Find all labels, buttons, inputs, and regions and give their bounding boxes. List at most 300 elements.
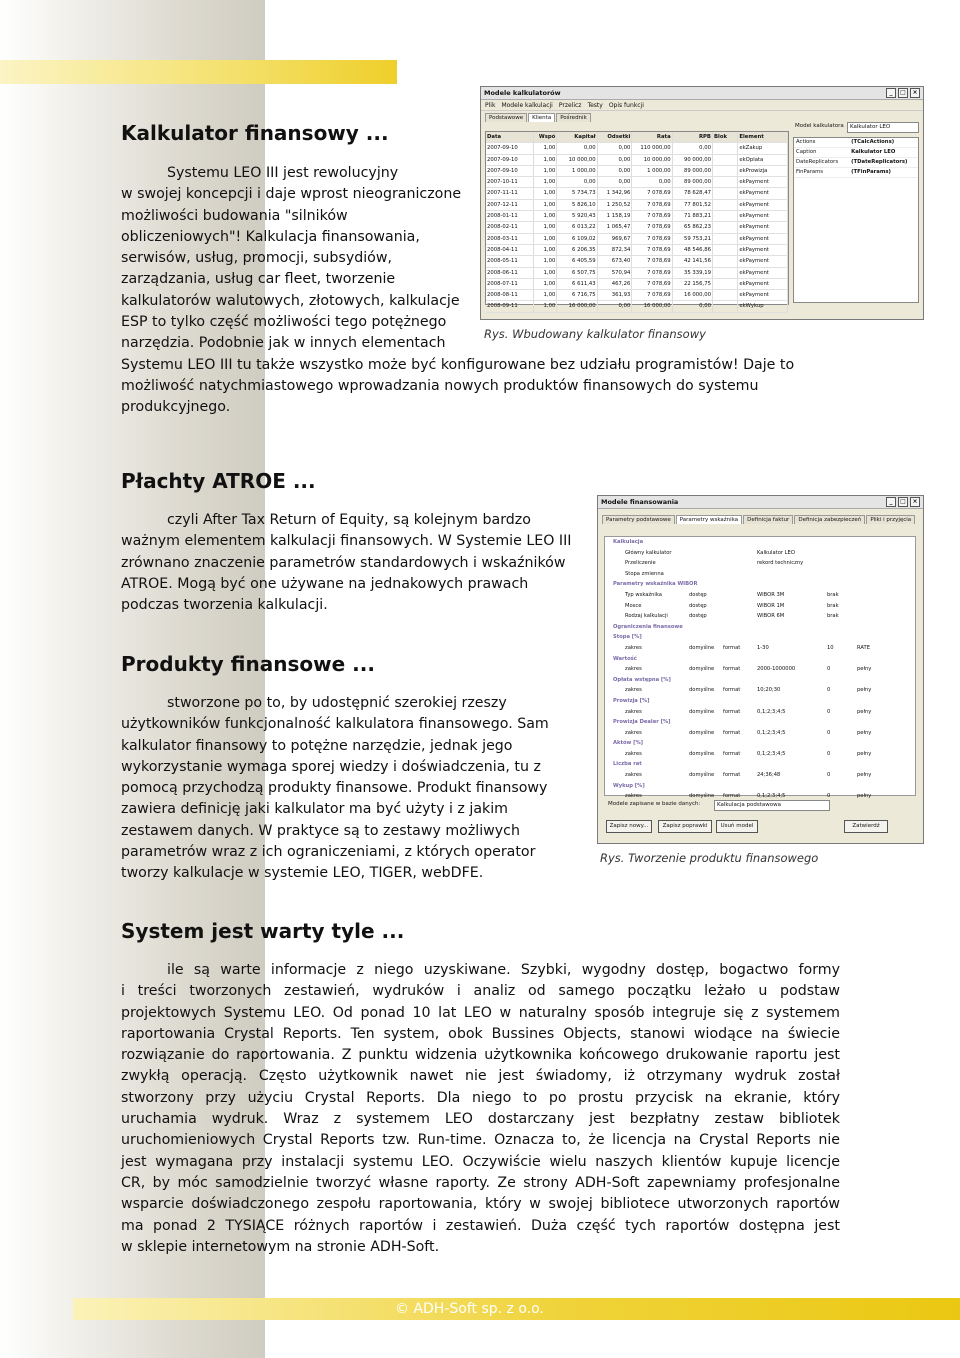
close-icon: × (910, 497, 920, 507)
tree-cell: brak (827, 613, 839, 620)
text-line: zwykłą operacją. Często użytkownik nawet nie jest świadomy, iż otrzymany wydruk został (121, 1068, 840, 1085)
grid-cell: 7 078,69 (632, 290, 672, 300)
tree-row (605, 643, 915, 654)
grid-cell: 1 158,19 (598, 211, 633, 221)
prop-cell: FinParams (796, 169, 824, 175)
grid-cell (713, 143, 738, 153)
grid-cell (713, 290, 738, 300)
prop-row (794, 168, 918, 178)
grid-cell: 6 716,75 (557, 290, 597, 300)
grid-cell: 2008-07-11 (486, 279, 534, 289)
tree-row (605, 770, 915, 781)
grid-cell: 1,00 (534, 268, 558, 278)
tree-cell: zakres (625, 644, 642, 651)
grid-row (486, 290, 788, 301)
paragraph-atroe (121, 510, 571, 616)
tree-row (605, 558, 915, 569)
model-select: Kalkulacja podstawowa (714, 800, 830, 811)
grid-cell: 2008-03-11 (486, 234, 534, 244)
grid-cell: 1 000,00 (557, 166, 597, 176)
footer-copyright: © ADH-Soft sp. z o.o. (395, 1301, 544, 1317)
tree-cell: 0,1;2;3;4;5 (757, 708, 786, 715)
tree-section (605, 654, 915, 665)
product-tree (604, 536, 916, 800)
text-line: ATROE. Mogą być one używane na jednakowych prawach (121, 575, 529, 592)
tree-cell: domyślne (689, 687, 715, 694)
tree-row (605, 548, 915, 559)
grid-cell (713, 177, 738, 187)
close-icon: × (910, 88, 920, 98)
grid-row (486, 211, 788, 222)
grid-cell: 7 078,69 (632, 200, 672, 210)
grid-cell: 2007-10-11 (486, 177, 534, 187)
grid-cell (713, 256, 738, 266)
text-line: czyli After Tax Return of Equity, są kolejnym bardzo (167, 512, 531, 528)
tab: Pliki i przyjęcia (866, 515, 915, 524)
tree-cell: format (723, 772, 741, 779)
text-line: tworzy kalkulacje w systemie LEO, TIGER, webDFE. (121, 865, 484, 882)
tree-cell: Wartość (613, 655, 637, 662)
tree-cell: 0 (827, 729, 831, 736)
grid-cell: 10 000,00 (632, 155, 672, 165)
grid-cell: 1,00 (534, 245, 558, 255)
grid-cell: 1,00 (534, 290, 558, 300)
tree-cell: pełny (857, 708, 872, 715)
tree-cell: 0,1;2;3;4;5 (757, 729, 786, 736)
prop-row (794, 158, 918, 168)
maximize-icon: □ (898, 497, 908, 507)
window-tabs (598, 509, 923, 524)
caption-calculator: Rys. Wbudowany kalkulator finansowy (484, 327, 706, 341)
tree-cell: zakres (625, 729, 642, 736)
grid-cell: 2008-05-11 (486, 256, 534, 266)
text-line: stworzone po to, by udostępnić szerokiej rzeszy (167, 695, 507, 711)
tree-section (605, 781, 915, 792)
tree-cell: Typ wskaźnika (625, 591, 662, 598)
tree-cell: 0 (827, 666, 831, 673)
text-line: możliwość natychmiastowego wprowadzania nowych produktów finansowych do systemu (121, 377, 759, 394)
tree-cell: Stopa [%] (613, 634, 642, 641)
tree-cell: 10 (827, 644, 834, 651)
tree-cell: 10;20;30 (757, 687, 781, 694)
tree-row (605, 590, 915, 601)
tree-cell: WIBOR 6M (757, 613, 785, 620)
grid-cell: 0,00 (632, 177, 672, 187)
tree-section (605, 675, 915, 686)
tree-cell: dostęp (689, 613, 707, 620)
grid-cell: 1,00 (534, 155, 558, 165)
payment-grid (485, 131, 789, 310)
tab: Klienta (528, 113, 555, 122)
calculator-screenshot (480, 86, 924, 320)
tree-cell: format (723, 793, 741, 800)
prop-cell: DateReplicators (796, 159, 839, 165)
text-line: zestawem danych. W praktyce są to zestawy możliwych (121, 822, 520, 839)
text-line: stworzony przy użyciu Crystal Reports. Dla niego to po prostu przycisk na ekranie, który (121, 1089, 840, 1106)
tree-section (605, 696, 915, 707)
tree-cell: zakres (625, 750, 642, 757)
grid-cell: 7 078,69 (632, 268, 672, 278)
grid-header-row (486, 132, 788, 143)
grid-cell: 2008-09-11 (486, 301, 534, 311)
grid-cell: ekPayment (738, 200, 788, 210)
tree-section (605, 579, 915, 590)
grid-cell: 2008-06-11 (486, 268, 534, 278)
grid-cell: ekProwizja (738, 166, 788, 176)
tree-cell: zakres (625, 793, 642, 800)
tree-cell: rekord techniczny (757, 560, 804, 567)
tree-cell: pełny (857, 729, 872, 736)
tree-cell: domyślne (689, 793, 715, 800)
maximize-icon: □ (898, 88, 908, 98)
grid-cell: 89 000,00 (673, 177, 713, 187)
text-line: ważnym elementem kalkulacji finansowych. W Systemie LEO III (121, 533, 572, 550)
tree-cell: 0,1;2;3;4;5 (757, 750, 786, 757)
caption-product: Rys. Tworzenie produktu finansowego (600, 851, 819, 865)
top-accent-bar (0, 60, 397, 84)
tree-cell: Ograniczenia finansowe (613, 623, 683, 630)
grid-cell: 0,00 (673, 301, 713, 311)
grid-cell: 65 862,23 (673, 222, 713, 232)
grid-cell (713, 268, 738, 278)
tree-cell: zakres (625, 708, 642, 715)
tree-section (605, 632, 915, 643)
minimize-icon: _ (886, 88, 896, 98)
tab: Podstawowe (485, 113, 527, 122)
grid-row (486, 177, 788, 188)
grid-row (486, 166, 788, 177)
tree-cell: pełny (857, 666, 872, 673)
tree-cell: format (723, 708, 741, 715)
tree-cell (689, 548, 723, 559)
tree-section (605, 738, 915, 749)
tree-cell: zakres (625, 687, 642, 694)
grid-cell: 16 000,00 (673, 290, 713, 300)
grid-cell: Rata (632, 132, 672, 142)
product-screenshot (597, 495, 924, 844)
tree-cell: dostęp (689, 602, 707, 609)
grid-cell: ekWykup (738, 301, 788, 311)
tree-cell: pełny (857, 772, 872, 779)
text-line: ESP to tylko część możliwości tego potężnego (121, 314, 447, 331)
grid-cell: 1,00 (534, 301, 558, 311)
tree-cell (827, 548, 857, 559)
tree-cell: 0 (827, 750, 831, 757)
tree-cell (757, 569, 827, 580)
text-line: kalkulatorów walutowych, złotowych, kalkulacje (121, 292, 460, 309)
tree-cell: format (723, 687, 741, 694)
window-titlebar (481, 87, 923, 100)
tree-cell: 2000-1000000 (757, 666, 796, 673)
menu-item: Opis funkcji (608, 101, 644, 109)
prop-row (794, 148, 918, 158)
tree-cell (723, 601, 757, 612)
tree-cell: Wykup [%] (613, 782, 645, 789)
paragraph-system (121, 960, 840, 1258)
tree-cell (723, 590, 757, 601)
grid-cell: 969,67 (598, 234, 633, 244)
grid-cell: 0,00 (598, 166, 633, 176)
grid-cell: 16 000,00 (557, 301, 597, 311)
props-select: Kalkulator LEO (847, 122, 919, 133)
grid-cell: 6 109,02 (557, 234, 597, 244)
grid-cell: 2008-04-11 (486, 245, 534, 255)
tree-cell (689, 558, 723, 569)
tree-cell: Liczba rat (613, 761, 642, 768)
grid-cell: ekPayment (738, 256, 788, 266)
text-line: uruchamia wydruk. Wraz z systemem LEO dostarczany jest bezpłatny zestaw bibliotek (121, 1111, 840, 1128)
tree-section (605, 717, 915, 728)
prop-cell: Kalkulator LEO (851, 149, 896, 155)
tree-cell (827, 558, 857, 569)
grid-cell: 2007-12-11 (486, 200, 534, 210)
grid-cell: 2008-01-11 (486, 211, 534, 221)
grid-cell: 1 250,52 (598, 200, 633, 210)
text-line: w swojej koncepcji i daje wprost nieograniczone (121, 186, 462, 203)
grid-cell: 2007-09-10 (486, 155, 534, 165)
grid-cell (713, 155, 738, 165)
grid-cell: 1,00 (534, 177, 558, 187)
text-line: serwisów, usług, promocji, subsydiów, (121, 250, 392, 267)
grid-cell: 6 405,59 (557, 256, 597, 266)
tree-cell: WIBOR 3M (757, 591, 785, 598)
delete-model-button: Usuń model (716, 820, 758, 833)
grid-cell: ekPayment (738, 188, 788, 198)
tree-section (605, 537, 915, 548)
save-new-button: Zapisz nowy... (606, 820, 652, 833)
menu-item: Plik (485, 101, 496, 109)
tree-cell: Przeliczenie (625, 560, 656, 567)
grid-row (486, 245, 788, 256)
grid-row (486, 234, 788, 245)
grid-cell: 16 000,00 (632, 301, 672, 311)
grid-cell: 7 078,69 (632, 279, 672, 289)
tree-cell: Rodzaj kalkulacji (625, 613, 668, 620)
grid-row (486, 188, 788, 199)
grid-cell: 1 000,00 (632, 166, 672, 176)
tree-cell: 0,1;2;3;4;5 (757, 793, 786, 800)
tree-cell: pełny (857, 793, 872, 800)
confirm-button: Zatwierdź (844, 820, 888, 833)
grid-cell: ekPayment (738, 279, 788, 289)
text-line: rozwiązanie do raportowania. Z punktu widzenia użytkownika końcowego drukowanie raportu jest (121, 1047, 840, 1064)
tree-cell: 0 (827, 708, 831, 715)
window-titlebar (598, 496, 923, 509)
grid-cell: Kapitał (557, 132, 597, 142)
window-tabs (481, 111, 923, 122)
tree-cell (723, 548, 757, 559)
grid-cell: 78 628,47 (673, 188, 713, 198)
grid-cell: ekPayment (738, 234, 788, 244)
tree-row (605, 611, 915, 622)
grid-cell: ekPayment (738, 290, 788, 300)
tree-cell: format (723, 750, 741, 757)
grid-cell: 872,34 (598, 245, 633, 255)
text-line: projektowych Systemu LEO. Od ponad 10 lat LEO w naturalny sposób integruje się z systemem (121, 1004, 840, 1021)
grid-cell: 5 734,73 (557, 188, 597, 198)
grid-cell: 2007-11-11 (486, 188, 534, 198)
text-line: CR, by móc samodzielnie tworzyć własne raporty. Ze strony ADH-Soft zapewniamy profesjonalne (121, 1174, 840, 1191)
window-title: Modele finansowania (601, 498, 679, 506)
grid-cell: 0,00 (557, 177, 597, 187)
grid-cell (713, 245, 738, 255)
tab: Pośrednik (556, 113, 591, 122)
grid-cell: 2007-09-10 (486, 143, 534, 153)
minimize-icon: _ (886, 497, 896, 507)
tree-cell: domyślne (689, 729, 715, 736)
tree-cell: RATE (857, 644, 870, 651)
text-line: raportowania Crystal Reports. Ten system, obok Bussines Objects, stanowi wiodące na świecie (121, 1025, 840, 1042)
grid-cell: 77 801,52 (673, 200, 713, 210)
grid-cell: 110 000,00 (632, 143, 672, 153)
text-line: produkcyjnego. (121, 399, 231, 416)
window-menubar (481, 100, 923, 111)
text-line: wykorzystanie wymaga sporej wiedzy i doświadczenia, tu z (121, 758, 541, 775)
prop-cell: (TFinParams) (851, 169, 891, 175)
grid-cell: 42 141,56 (673, 256, 713, 266)
grid-cell: 1 065,47 (598, 222, 633, 232)
text-line: obliczeniowych"! Kalkulacja finansowania, (121, 228, 420, 245)
text-line: zarządzania, usług car fleet, tworzenie (121, 271, 396, 288)
tree-cell: pełny (857, 687, 872, 694)
tree-cell: 0 (827, 687, 831, 694)
tree-cell: 0 (827, 793, 831, 800)
grid-cell: 1,00 (534, 166, 558, 176)
grid-cell: 2008-08-11 (486, 290, 534, 300)
prop-row (794, 138, 918, 148)
grid-row (486, 256, 788, 267)
grid-cell: ekOplata (738, 155, 788, 165)
grid-cell: 1,00 (534, 200, 558, 210)
text-line: ile są warte informacje z niego uzyskiwane. Szybki, wygodny dostęp, bogactwo formy (167, 962, 840, 978)
grid-cell (713, 234, 738, 244)
grid-cell: 22 156,75 (673, 279, 713, 289)
grid-cell: 1,00 (534, 143, 558, 153)
grid-cell: Element (738, 132, 788, 142)
grid-cell: 5 826,10 (557, 200, 597, 210)
text-line: Systemu LEO III tu także wszystko może być konfigurowane bez udziału programistów! Daje to (121, 356, 795, 373)
prop-cell: (TCalcActions) (851, 139, 895, 145)
grid-cell: 6 013,22 (557, 222, 597, 232)
tree-cell: Mosce (625, 602, 642, 609)
grid-cell (713, 211, 738, 221)
tree-cell: format (723, 644, 741, 651)
grid-cell: 6 611,43 (557, 279, 597, 289)
grid-cell: Wspó (534, 132, 558, 142)
heading-atroe: Płachty ATROE ... (121, 469, 316, 493)
grid-cell: 1,00 (534, 222, 558, 232)
tree-row (605, 601, 915, 612)
prop-cell: Actions (796, 139, 816, 145)
grid-row (486, 222, 788, 233)
paragraph-produkty (121, 693, 549, 885)
text-line: w sklepie internetowym na stronie ADH-Soft. (121, 1238, 440, 1255)
props-panel (793, 137, 919, 303)
text-line: narzędzia. Podobnie jak w innych elementach (121, 335, 446, 352)
tab: Parametry wskaźnika (676, 515, 742, 524)
text-line: użytkowników funkcjonalność kalkulatora finansowego. Sam (121, 716, 549, 733)
grid-cell: 467,26 (598, 279, 633, 289)
tree-cell: zakres (625, 772, 642, 779)
grid-row (486, 279, 788, 290)
tree-section (605, 759, 915, 770)
tree-cell: domyślne (689, 772, 715, 779)
menu-item: Modele kalkulacji (501, 101, 553, 109)
text-line: wsparcie doświadczonego zespołu raportowania, który w swojej bibliotece utworzonych raportów (121, 1196, 840, 1213)
tree-cell: 1-30 (757, 644, 769, 651)
grid-row (486, 301, 788, 312)
menu-item: Przelicz (558, 101, 582, 109)
grid-cell: 89 000,00 (673, 166, 713, 176)
tree-cell: domyślne (689, 666, 715, 673)
grid-cell: 1,00 (534, 279, 558, 289)
grid-cell: 7 078,69 (632, 222, 672, 232)
tree-cell: Prowizja [%] (613, 697, 650, 704)
grid-cell: 673,40 (598, 256, 633, 266)
grid-cell: 7 078,69 (632, 245, 672, 255)
grid-cell: 0,00 (673, 143, 713, 153)
text-line: możliwości budowania "silników (121, 207, 348, 224)
save-changes-button: Zapisz poprawki (658, 820, 712, 833)
tree-row (605, 707, 915, 718)
grid-cell: 71 883,21 (673, 211, 713, 221)
tree-cell: Opłata wstępna [%] (613, 676, 671, 683)
text-line: uruchomieniowych Crystal Reports tzw. Run-time. Oznacza to, że licencja na Crystal Reports nie (121, 1132, 840, 1149)
text-line: i treści tworzonych zestawień, wydruków i analiz od samego początku leżało u podstaw (121, 983, 840, 1000)
grid-cell: 0,00 (598, 143, 633, 153)
prop-cell: Caption (796, 149, 817, 155)
heading-kalkulator: Kalkulator finansowy ... (121, 121, 389, 145)
tree-row (605, 569, 915, 580)
tree-cell: Kalkulacja (613, 539, 644, 545)
tree-cell: dostęp (689, 591, 707, 598)
tree-cell (723, 558, 757, 569)
tree-cell (827, 569, 857, 580)
grid-cell: 7 078,69 (632, 256, 672, 266)
tab: Definicja zabezpieczeń (794, 515, 865, 524)
tree-cell: 0 (827, 772, 831, 779)
tree-cell: domyślne (689, 750, 715, 757)
tree-cell: Prowizja Dealer [%] (613, 719, 671, 726)
window-title: Modele kalkulatorów (484, 89, 561, 97)
grid-cell: Odsetki (598, 132, 633, 142)
grid-cell (713, 166, 738, 176)
tree-row (605, 749, 915, 760)
grid-cell: 59 753,21 (673, 234, 713, 244)
text-line: parametrów wraz z ich ograniczeniami, z których operator (121, 844, 536, 861)
grid-row (486, 200, 788, 211)
text-line: kalkulator finansowy to potężne narzędzie, jednak jego (121, 737, 513, 754)
heading-system: System jest warty tyle ... (121, 919, 405, 943)
text-line: ma ponad 2 TYSIĄCE różnych raportów i zestawień. Duża część tych raportów dostępna jest (121, 1217, 840, 1234)
grid-cell (713, 222, 738, 232)
grid-cell: 361,93 (598, 290, 633, 300)
grid-cell: 5 920,43 (557, 211, 597, 221)
tree-cell: format (723, 666, 741, 673)
tree-row (605, 685, 915, 696)
grid-cell: 1,00 (534, 234, 558, 244)
tree-cell: format (723, 729, 741, 736)
grid-cell: 0,00 (598, 177, 633, 187)
tree-row (605, 664, 915, 675)
grid-row (486, 143, 788, 154)
tree-cell: Aktów [%] (613, 740, 644, 747)
grid-cell: 2007-09-10 (486, 166, 534, 176)
heading-produkty: Produkty finansowe ... (121, 652, 375, 676)
grid-cell: 0,00 (598, 155, 633, 165)
grid-cell: 35 339,19 (673, 268, 713, 278)
props-label: Model kalkulatora (795, 123, 844, 129)
